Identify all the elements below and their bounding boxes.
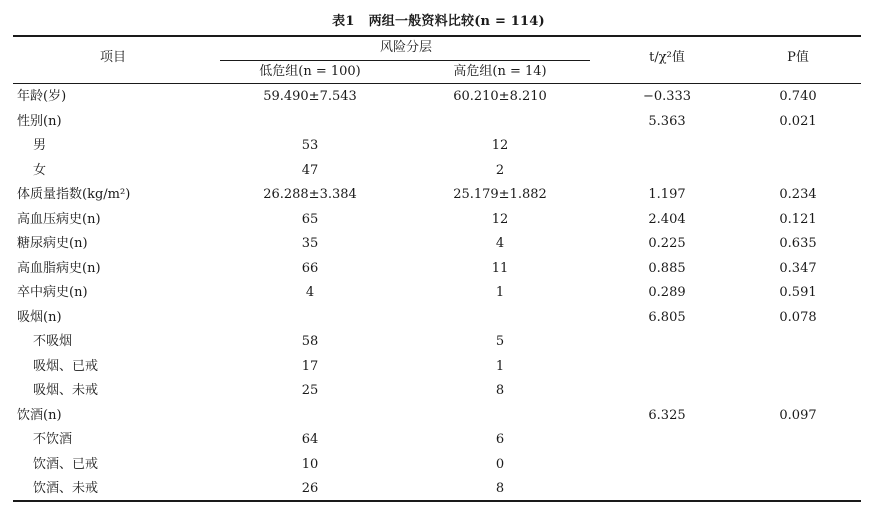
cell-high-risk: 4 <box>495 236 505 251</box>
cell-p-value: 0.591 <box>779 285 817 300</box>
cell-low-risk: 59.490±7.543 <box>263 89 357 104</box>
cell-high-risk: 0 <box>495 456 505 472</box>
row-label: 性别(n) <box>17 113 62 129</box>
table-title: 两组一般资料比较(n = 114) <box>368 14 545 29</box>
cell-high-risk: 25.179±1.882 <box>453 187 547 202</box>
cell-high-risk: 1 <box>495 285 505 300</box>
cell-high-risk: 8 <box>495 383 505 398</box>
row-label: 吸烟(n) <box>17 309 62 325</box>
header-statistic: t/χ²值 <box>649 50 685 65</box>
cell-high-risk: 12 <box>491 211 509 227</box>
row-label: 女 <box>33 162 47 178</box>
cell-low-risk: 26.288±3.384 <box>263 187 357 202</box>
top-rule <box>13 35 861 37</box>
cell-statistic: 2.404 <box>648 211 686 227</box>
cell-statistic: 0.225 <box>648 236 686 251</box>
row-label: 年龄(岁) <box>17 89 67 104</box>
cell-p-value: 0.347 <box>779 260 817 276</box>
cell-low-risk: 25 <box>301 383 319 398</box>
cell-low-risk: 4 <box>305 285 315 300</box>
cell-low-risk: 64 <box>301 432 319 447</box>
cell-low-risk: 47 <box>301 162 319 178</box>
header-subrule <box>220 60 590 61</box>
row-label: 不吸烟 <box>33 334 73 349</box>
row-label: 高血脂病史(n) <box>17 260 101 276</box>
table-number: 表1 <box>332 14 355 29</box>
row-label: 糖尿病史(n) <box>17 236 88 251</box>
row-label: 饮酒、已戒 <box>33 456 99 472</box>
header-low-risk: 低危组(n = 100) <box>259 64 361 79</box>
cell-statistic: −0.333 <box>642 89 692 104</box>
cell-p-value: 0.234 <box>779 187 817 202</box>
cell-low-risk: 26 <box>301 481 319 496</box>
header-item: 项目 <box>99 50 127 65</box>
cell-high-risk: 8 <box>495 481 505 496</box>
row-label: 体质量指数(kg/m²) <box>17 187 131 202</box>
cell-statistic: 1.197 <box>648 187 686 202</box>
cell-p-value: 0.078 <box>779 309 817 325</box>
cell-high-risk: 11 <box>491 260 509 276</box>
cell-statistic: 6.325 <box>648 407 686 423</box>
cell-low-risk: 53 <box>301 138 319 153</box>
cell-statistic: 0.885 <box>648 260 686 276</box>
cell-statistic: 5.363 <box>648 113 686 129</box>
cell-p-value: 0.635 <box>779 236 817 251</box>
cell-statistic: 6.805 <box>648 309 686 325</box>
row-label: 饮酒(n) <box>17 407 62 423</box>
cell-high-risk: 12 <box>491 138 509 153</box>
header-bottom-rule <box>13 83 861 84</box>
header-high-risk: 高危组(n = 14) <box>453 64 547 79</box>
header-risk-group: 风险分层 <box>379 40 433 55</box>
row-label: 吸烟、已戒 <box>33 358 99 374</box>
table-caption <box>0 10 877 29</box>
cell-p-value: 0.021 <box>779 113 817 129</box>
header-p-value: P值 <box>787 50 809 65</box>
cell-low-risk: 10 <box>301 456 319 472</box>
cell-low-risk: 65 <box>301 211 319 227</box>
cell-high-risk: 5 <box>495 334 505 349</box>
cell-high-risk: 60.210±8.210 <box>453 89 547 104</box>
cell-high-risk: 2 <box>495 162 505 178</box>
cell-low-risk: 58 <box>301 334 319 349</box>
row-label: 男 <box>33 138 47 153</box>
bottom-rule <box>13 500 861 502</box>
cell-high-risk: 1 <box>495 358 505 374</box>
cell-high-risk: 6 <box>495 432 505 447</box>
cell-p-value: 0.097 <box>779 407 817 423</box>
cell-low-risk: 17 <box>301 358 319 374</box>
cell-p-value: 0.121 <box>779 211 817 227</box>
row-label: 饮酒、未戒 <box>33 481 99 496</box>
cell-statistic: 0.289 <box>648 285 686 300</box>
row-label: 卒中病史(n) <box>17 285 88 300</box>
cell-low-risk: 35 <box>301 236 319 251</box>
cell-low-risk: 66 <box>301 260 319 276</box>
row-label: 不饮酒 <box>33 432 73 447</box>
row-label: 高血压病史(n) <box>17 211 101 227</box>
cell-p-value: 0.740 <box>779 89 817 104</box>
row-label: 吸烟、未戒 <box>33 383 99 398</box>
